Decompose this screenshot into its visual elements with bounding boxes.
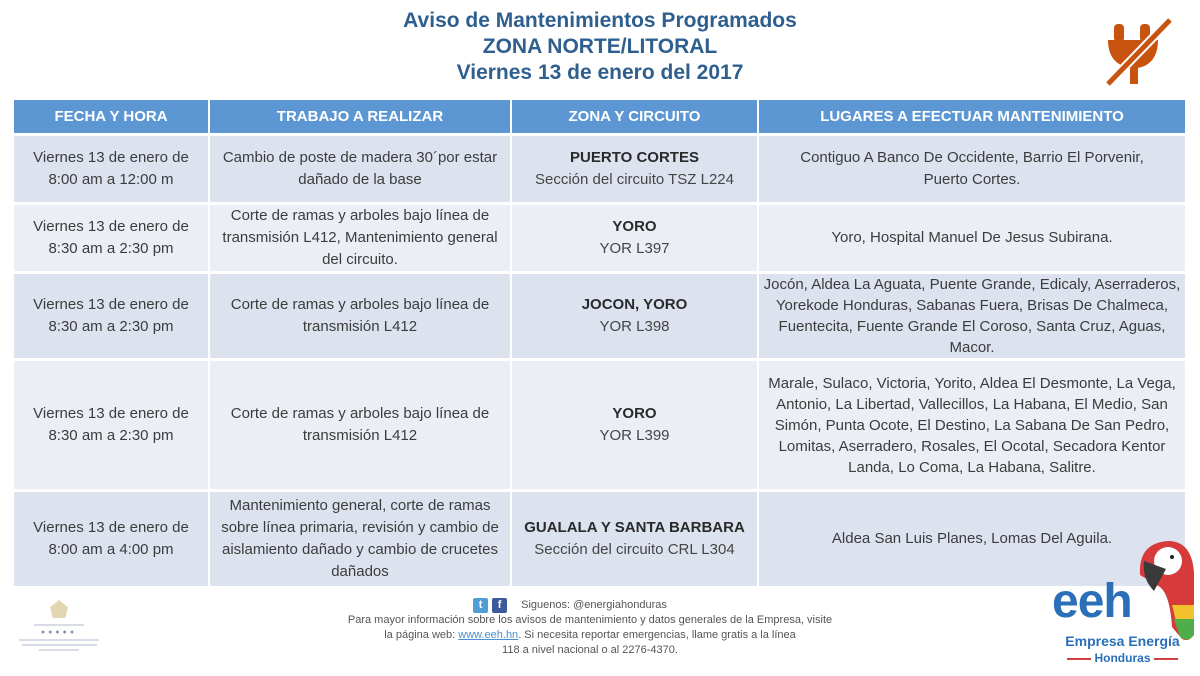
cell-work: Mantenimiento general, corte de ramas sobre línea primaria, revisión y cambio de aislamiento dañado y cambio de crucetes dañados: [210, 492, 510, 586]
zone-circuit: Sección del circuito TSZ L224: [535, 171, 734, 188]
cell-date: Viernes 13 de enero de 8:30 am a 2:30 pm: [14, 205, 208, 271]
website-link[interactable]: www.eeh.hn: [458, 629, 519, 641]
facebook-icon[interactable]: f: [492, 598, 507, 613]
notice-title: Aviso de Mantenimientos Programados: [403, 9, 797, 32]
zone-circuit: YOR L397: [599, 240, 670, 257]
cell-work: Corte de ramas y arboles bajo línea de transmisión L412: [210, 361, 510, 489]
info-line-3: 118 a nivel nacional o al 2276-4370.: [502, 644, 678, 656]
cell-places: Marale, Sulaco, Victoria, Yorito, Aldea El Desmonte, La Vega, Antonio, La Libertad, Vallecillos, La Habana, El Medio, San Simón, Punta Ocote, El Destino, La Sabana De San Pedro, Lomitas, Aserradero, Rosales, El Ocotal, Secadora Kentor Landa, Lo Coma, La Habana, Salitre.: [759, 361, 1185, 489]
cell-zone: [512, 205, 757, 271]
cell-places: Contiguo A Banco De Occidente, Barrio El Porvenir, Puerto Cortes.: [759, 136, 1185, 202]
cell-work: Corte de ramas y arboles bajo línea de transmisión L412: [210, 274, 510, 358]
cell-date: Viernes 13 de enero de 8:30 am a 2:30 pm: [14, 274, 208, 358]
info-emergency: . Si necesita reportar emergencias, llame gratis a la línea: [518, 629, 796, 641]
table-header-row: [14, 100, 1185, 133]
table-row: [14, 205, 1185, 271]
cell-places: Aldea San Luis Planes, Lomas Del Aguila.: [759, 492, 1185, 586]
seal-caption: ●●●●●: [14, 624, 104, 651]
cell-zone: [512, 274, 757, 358]
info-line-2: [280, 628, 900, 643]
cell-places: Yoro, Hospital Manuel De Jesus Subirana.: [759, 205, 1185, 271]
cell-zone: [512, 492, 757, 586]
footer-info: [280, 598, 900, 658]
table-row: [14, 361, 1185, 489]
column-header-zone: ZONA Y CIRCUITO: [512, 100, 757, 133]
table-row: [14, 136, 1185, 202]
zone-name: YORO: [612, 218, 657, 235]
cell-date: Viernes 13 de enero de 8:00 am a 12:00 m: [14, 136, 208, 202]
cell-zone: [512, 136, 757, 202]
column-header-date: FECHA Y HORA: [14, 100, 208, 133]
follow-handle: Siguenos: @energiahonduras: [521, 599, 667, 611]
info-line-1: Para mayor información sobre los avisos de mantenimiento y datos generales de la Empresa, visite: [347, 614, 833, 626]
zone-circuit: Sección del circuito CRL L304: [534, 541, 735, 558]
cell-places: Jocón, Aldea La Aguata, Puente Grande, Edicaly, Aserraderos, Yorekode Honduras, Sabanas Fuera, Brisas De Chalmeca, Fuentecita, Fuente Grande El Coroso, Santa Cruz, Aguas, Macor.: [759, 274, 1185, 358]
zone-name: PUERTO CORTES: [570, 149, 699, 166]
notice-date: Viernes 13 de enero del 2017: [456, 61, 744, 84]
info-web-label: la página web:: [384, 629, 456, 641]
column-header-work: TRABAJO A REALIZAR: [210, 100, 510, 133]
cell-zone: [512, 361, 757, 489]
maintenance-table: [12, 97, 1187, 589]
unplugged-icon: [1100, 12, 1180, 88]
zone-circuit: YOR L398: [599, 318, 670, 335]
zone-name: GUALALA Y SANTA BARBARA: [524, 519, 745, 536]
company-country: [1050, 651, 1195, 665]
zone-circuit: YOR L399: [599, 427, 670, 444]
government-seal: [14, 600, 104, 670]
twitter-icon[interactable]: t: [473, 598, 488, 613]
cell-date: Viernes 13 de enero de 8:00 am a 4:00 pm: [14, 492, 208, 586]
table-row: [14, 492, 1185, 586]
company-name: Empresa Energía: [1065, 633, 1180, 649]
divider: [1067, 658, 1091, 660]
notice-header: [300, 8, 900, 86]
company-country-text: Honduras: [1094, 651, 1151, 665]
zone-name: JOCON, YORO: [581, 296, 688, 313]
cell-work: Cambio de poste de madera 30´por estar dañado de la base: [210, 136, 510, 202]
table-row: [14, 274, 1185, 358]
notice-zone: ZONA NORTE/LITORAL: [482, 35, 718, 58]
column-header-places: LUGARES A EFECTUAR MANTENIMIENTO: [759, 100, 1185, 133]
divider: [1154, 658, 1178, 660]
cell-work: Corte de ramas y arboles bajo línea de transmisión L412, Mantenimiento general del circuito.: [210, 205, 510, 271]
seal-icon: [50, 600, 68, 618]
eeh-logo-text: eeh: [1052, 575, 1132, 628]
social-links: [240, 598, 900, 613]
cell-date: Viernes 13 de enero de 8:30 am a 2:30 pm: [14, 361, 208, 489]
zone-name: YORO: [612, 405, 657, 422]
